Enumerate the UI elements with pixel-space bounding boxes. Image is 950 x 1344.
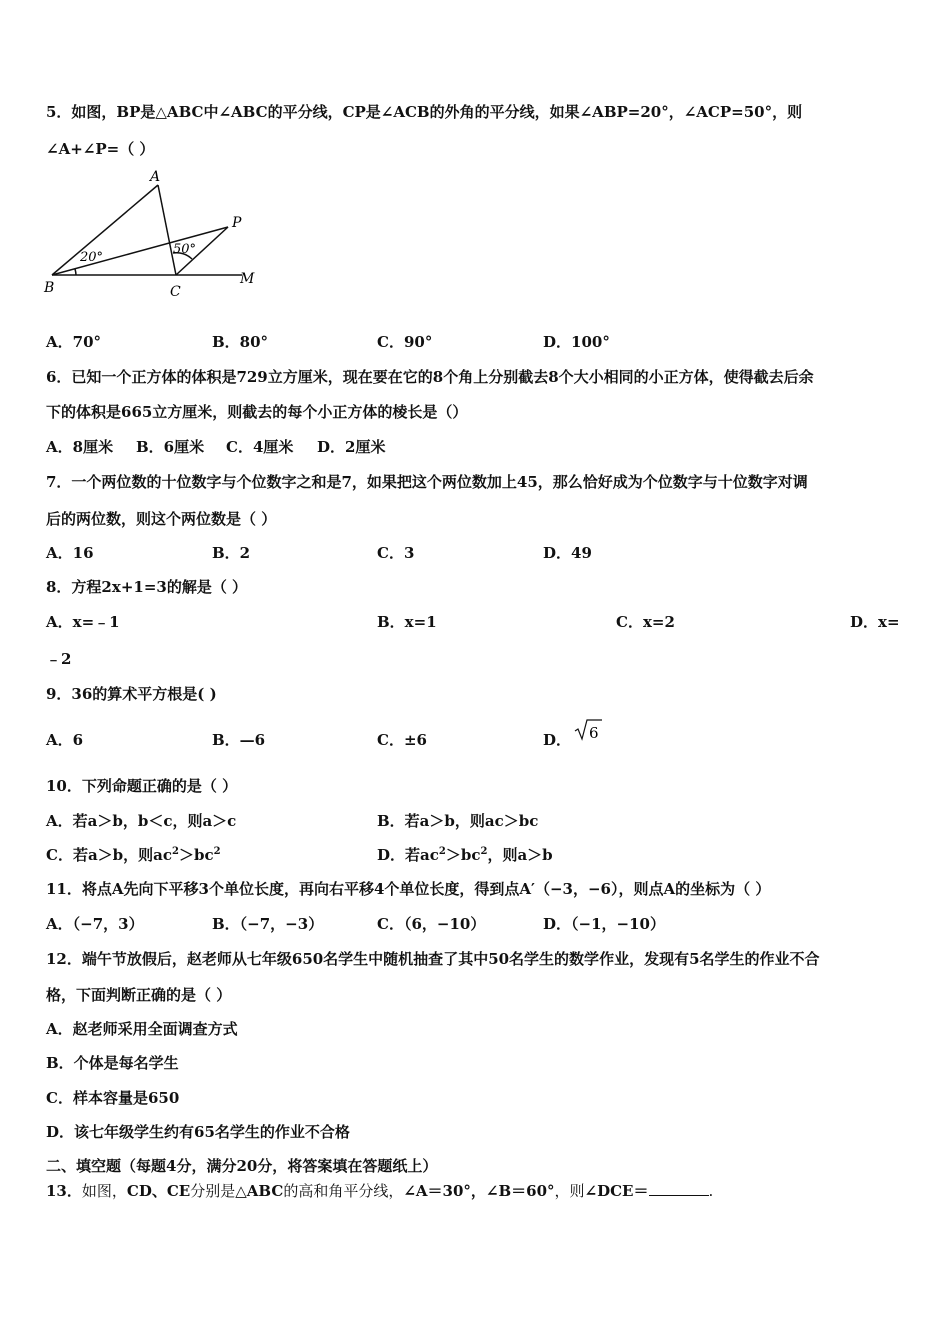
sqrt-radicand: 6: [589, 724, 599, 742]
q7-option-a: A．16: [46, 544, 94, 562]
q9-option-c: C．±6: [377, 731, 427, 749]
sqrt-symbol: [573, 718, 603, 742]
q13-stem: 13．如图，CD、CE分别是△ABC的高和角平分线，∠A＝30°，∠B＝60°，则∠DCE＝ .: [46, 1182, 714, 1200]
q5-stem-line1: 5．如图，BP是△ABC中∠ABC的平分线，CP是∠ACB的外角的平分线，如果∠ABP=20°，∠ACP=50°，则: [46, 103, 803, 121]
q10-option-a: A．若a＞b，b＜c，则a＞c: [46, 812, 237, 830]
q7-stem-line1: 7．一个两位数的十位数字与个位数字之和是7，如果把这个两位数加上45，那么恰好成为个位数字与十位数字对调: [46, 473, 808, 491]
q9-option-d: D．: [543, 731, 572, 749]
q9-stem: 9．36的算术平方根是( ): [46, 685, 217, 703]
label-p: P: [232, 215, 242, 231]
q10-option-c: C．若a＞b，则$ac^2>bc^2$: [46, 846, 221, 864]
q8-stem: 8．方程2x+1=3的解是（ ）: [46, 578, 248, 596]
q11-option-c: C．（6，−10）: [377, 915, 486, 933]
q8-option-d: D．x=: [850, 613, 900, 631]
label-a: A: [150, 169, 161, 185]
label-b: B: [44, 280, 55, 296]
q11-stem: 11．将点A先向下平移3个单位长度，再向右平移4个单位长度，得到点A′（−3，−6），则点A的坐标为（ ）: [46, 880, 771, 898]
q5-stem-line2: ∠A+∠P=（ ）: [46, 140, 155, 158]
angle-label-50: 50°: [173, 242, 197, 257]
section-heading-fill-in: 二、填空题（每题4分，满分20分，将答案填在答题纸上）: [46, 1157, 438, 1175]
q6-option-a: A．8厘米: [46, 438, 114, 456]
q5-option-a: A．70°: [46, 333, 102, 351]
q12-option-b: B．个体是每名学生: [46, 1054, 179, 1072]
q10-option-d: D．若$ac^2>bc^2$，则a＞b: [377, 846, 553, 864]
q9-option-b: B．—6: [212, 731, 266, 749]
q11-option-a: A．（−7，3）: [46, 915, 144, 933]
label-c: C: [170, 284, 181, 300]
q6-stem-line1: 6．已知一个正方体的体积是729立方厘米，现在要在它的8个角上分别截去8个大小相同的小正方体，使得截去后余: [46, 368, 814, 386]
q12-option-d: D．该七年级学生约有65名学生的作业不合格: [46, 1123, 350, 1141]
q5-option-c: C．90°: [377, 333, 433, 351]
q6-option-b: B．6厘米: [136, 438, 205, 456]
q7-option-c: C．3: [377, 544, 415, 562]
q7-option-b: B．2: [212, 544, 251, 562]
q11-option-b: B．（−7，−3）: [212, 915, 324, 933]
angle-label-20: 20°: [80, 250, 104, 265]
q6-option-d: D．2厘米: [317, 438, 386, 456]
side-ac: [158, 185, 176, 275]
q5-option-d: D．100°: [543, 333, 610, 351]
q5-triangle-figure: [40, 165, 270, 300]
q8-option-b: B．x=1: [377, 613, 437, 631]
q5-option-b: B．80°: [212, 333, 269, 351]
q10-option-b: B．若a＞b，则ac＞bc: [377, 812, 539, 830]
q12-stem-line2: 格，下面判断正确的是（ ）: [46, 986, 232, 1004]
q12-stem-line1: 12．端午节放假后，赵老师从七年级650名学生中随机抽查了其中50名学生的数学作业，发现有5名学生的作业不合: [46, 950, 820, 968]
angle-arc-b: [75, 269, 76, 275]
q8-option-d-wrap: ﹣2: [46, 650, 72, 668]
q10-stem: 10．下列命题正确的是（ ）: [46, 777, 238, 795]
side-ab: [52, 185, 158, 275]
q8-option-a: A．x=﹣1: [46, 613, 120, 631]
answer-blank[interactable]: [649, 1181, 709, 1196]
q12-option-c: C．样本容量是650: [46, 1089, 180, 1107]
q8-option-c: C．x=2: [616, 613, 675, 631]
q6-option-c: C．4厘米: [226, 438, 294, 456]
q6-stem-line2: 下的体积是665立方厘米，则截去的每个小正方体的棱长是（）: [46, 403, 468, 421]
q7-option-d: D．49: [543, 544, 592, 562]
label-m: M: [240, 271, 255, 287]
q12-option-a: A．赵老师采用全面调查方式: [46, 1020, 238, 1038]
q11-option-d: D．（−1，−10）: [543, 915, 665, 933]
q7-stem-line2: 后的两位数，则这个两位数是（ ）: [46, 510, 277, 528]
q9-option-a: A．6: [46, 731, 84, 749]
